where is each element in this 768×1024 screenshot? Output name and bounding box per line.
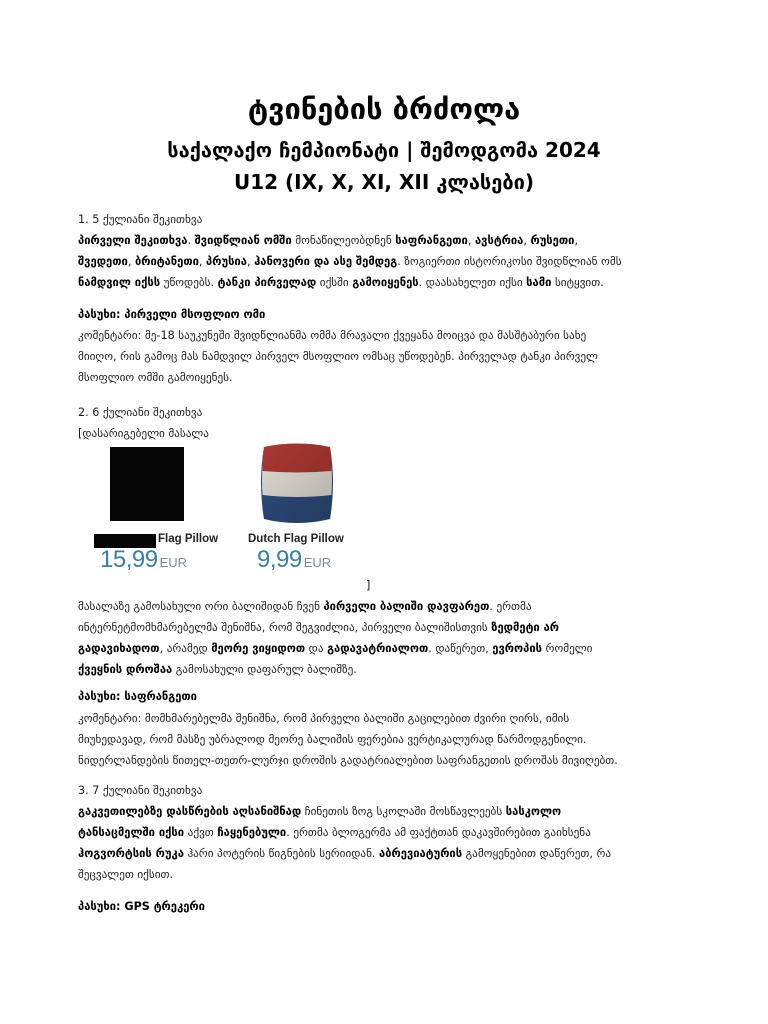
q2-heading: 2. 6 ქულიანი შეკითხვა — [78, 406, 203, 419]
q2-text — [78, 596, 690, 680]
q3-answer — [78, 896, 690, 917]
text-line — [78, 822, 690, 843]
text-run: იქსში — [316, 276, 353, 289]
product-1-currency: EUR — [159, 555, 188, 570]
covered-pillow-image — [110, 447, 184, 521]
text-run: . დაასახელეთ იქსი — [418, 276, 527, 289]
q2-material-close: ] — [366, 579, 371, 592]
bold-text: სამი — [526, 276, 552, 289]
bold-text: ტანკი პირველად — [217, 276, 317, 289]
bold-text: ბრიტანეთი — [134, 255, 199, 268]
bold-text: ტანსაცმელში იქსი — [78, 826, 185, 839]
product-1-price: 15,99 — [100, 546, 158, 573]
product-1-price-block — [100, 546, 187, 574]
text-run: , — [198, 255, 207, 268]
text-run: გამოსახული დაფარულ ბალიშზე. — [172, 663, 357, 676]
text-line — [78, 230, 690, 251]
text-line — [78, 346, 690, 367]
bold-text: საფრანგეთი — [395, 234, 468, 247]
bold-text: ნამდვილ იქსს — [78, 276, 161, 289]
text-run: კომენტარი: მომხმარებელმა შენიშნა, რომ პირველი ბალიში გაცილებით ძვირი ღირს, იმის — [78, 712, 570, 725]
text-run: მსოფლიო ომში გამოიყენეს. — [78, 371, 233, 384]
page-category: U12 (IX, X, XI, XII კლასები) — [233, 170, 535, 194]
text-line — [78, 617, 690, 638]
text-line — [78, 596, 690, 617]
text-line — [78, 801, 690, 822]
text-run: მონაწილეობდნენ — [291, 234, 396, 247]
text-run: მიუხედავად, რომ მასზე უბრალოდ მეორე ბალიშის ფერებია ვერტიკალურად წარმოდგენილი. — [78, 733, 587, 746]
bold-text: გაკვეთილებზე დასწრების აღსანიშნად — [78, 805, 302, 818]
bold-text: ავსტრია — [474, 234, 524, 247]
text-line — [78, 272, 690, 293]
text-run: აქვთ — [184, 826, 218, 839]
product-2-currency: EUR — [303, 555, 332, 570]
text-run: გამოყენებით დაწერეთ, რა — [462, 847, 612, 860]
text-line — [78, 864, 690, 885]
bold-text: აბრევიატურის — [379, 847, 463, 860]
bold-text: ზედმეტი არ — [491, 621, 560, 634]
page-title: ტვინების ბრძოლა — [247, 92, 521, 126]
product-1-name: Flag Pillow — [158, 533, 219, 545]
bold-text: პრუსია — [206, 255, 247, 268]
bold-text: პირველი შეკითხვა — [78, 234, 188, 247]
text-line — [78, 708, 690, 729]
q3-heading: 3. 7 ქულიანი შეკითხვა — [78, 784, 203, 797]
bold-text: პასუხი: საფრანგეთი — [78, 690, 197, 703]
bold-text: სასკოლო — [505, 805, 562, 818]
q3-text — [78, 801, 690, 885]
bold-text: პასუხი: GPS ტრეკერი — [78, 900, 205, 913]
bold-text: გადავატრიალოთ — [327, 642, 429, 655]
bold-text: რუსეთი — [530, 234, 575, 247]
text-run: . ერთმა ბლოგერმა ამ ფაქტთან დაკავშირებით გაიხსენა — [286, 826, 591, 839]
text-line — [78, 367, 690, 388]
text-run: მიიღო, რის გამოც მას ნამდვილ პირველ მსოფლიო ომსაც უწოდებენ. პირველად ტანკი პირველ — [78, 350, 598, 363]
text-line — [78, 638, 690, 659]
text-run: , — [246, 255, 255, 268]
text-run: , — [574, 234, 579, 247]
q2-answer — [78, 686, 690, 707]
text-run: . დაწერეთ, — [428, 642, 493, 655]
dutch-flag-pillow-image — [260, 441, 334, 525]
text-run: კომენტარი: მე-18 საუკუნეში შვიდწლიანმა ომმა მრავალი ქვეყანა მოიცვა და მასშტაბური სახე — [78, 329, 587, 342]
text-run: ნიდერლანდების წითელ-თეთრ-ლურჯი დროშის გადატრიალებით საფრანგეთის დროშას მივიღებთ. — [78, 754, 618, 767]
text-run: შეცვალეთ იქსით. — [78, 868, 174, 881]
text-run: ჰარი პოტერის წიგნების სერიიდან. — [183, 847, 380, 860]
product-2-price: 9,99 — [257, 546, 302, 573]
bold-text: პირველი ბალიში დავფარეთ — [323, 600, 490, 613]
q1-answer — [78, 304, 690, 325]
text-line — [78, 750, 690, 771]
product-2-price-block — [257, 546, 331, 574]
bold-text: ჩაყენებული — [217, 826, 287, 839]
bold-text: ჰოგვორტსის რუკა — [78, 847, 184, 860]
text-run: , — [127, 255, 135, 268]
text-line — [78, 843, 690, 864]
bold-text: ევროპის — [492, 642, 542, 655]
q2-comment — [78, 708, 690, 771]
text-line — [78, 251, 690, 272]
q1-text — [78, 230, 690, 293]
bold-text: გამოიყენეს — [352, 276, 419, 289]
text-run: რომელი — [541, 642, 593, 655]
text-run: ინტერნეტმომხმარებელმა შენიშნა, რომ შეგვიძლია, პირველი ბალიშისთვის — [78, 621, 492, 634]
text-line — [78, 325, 690, 346]
text-run: . ერთმა — [489, 600, 532, 613]
text-run: . ზოგიერთი ისტორიკოსი შვიდწლიან ომს — [397, 255, 622, 268]
product-2-name: Dutch Flag Pillow — [248, 533, 344, 545]
q1-heading: 1. 5 ქულიანი შეკითხვა — [78, 213, 203, 226]
text-run: , არამედ — [159, 642, 212, 655]
text-run: . — [187, 234, 195, 247]
text-run: უწოდებს. — [160, 276, 218, 289]
text-run: სიტყვით. — [551, 276, 604, 289]
bold-text: ჰანოვერი და ასე შემდეგ — [254, 255, 398, 268]
text-run: ჩინეთის ზოგ სკოლაში მოსწავლეებს — [301, 805, 506, 818]
bold-text: შვედეთი — [78, 255, 128, 268]
bold-text: შვიდწლიან ომში — [194, 234, 292, 247]
text-run: და — [305, 642, 328, 655]
bold-text: პასუხი: პირველი მსოფლიო ომი — [78, 308, 266, 321]
text-line — [78, 729, 690, 750]
text-line — [78, 659, 690, 680]
q1-comment — [78, 325, 690, 388]
bold-text: გადავიხადოთ — [78, 642, 160, 655]
bold-text: ქვეყნის დროშაა — [78, 663, 173, 676]
page-subtitle: საქალაქო ჩემპიონატი | შემოდგომა 2024 — [167, 138, 601, 162]
text-run: , — [467, 234, 475, 247]
q2-material-open: [დასარიგებელი მასალა — [78, 427, 209, 440]
text-run: მასალაზე გამოსახული ორი ბალიშიდან ჩვენ — [78, 600, 324, 613]
bold-text: მეორე ვიყიდოთ — [211, 642, 306, 655]
text-run: , — [523, 234, 531, 247]
